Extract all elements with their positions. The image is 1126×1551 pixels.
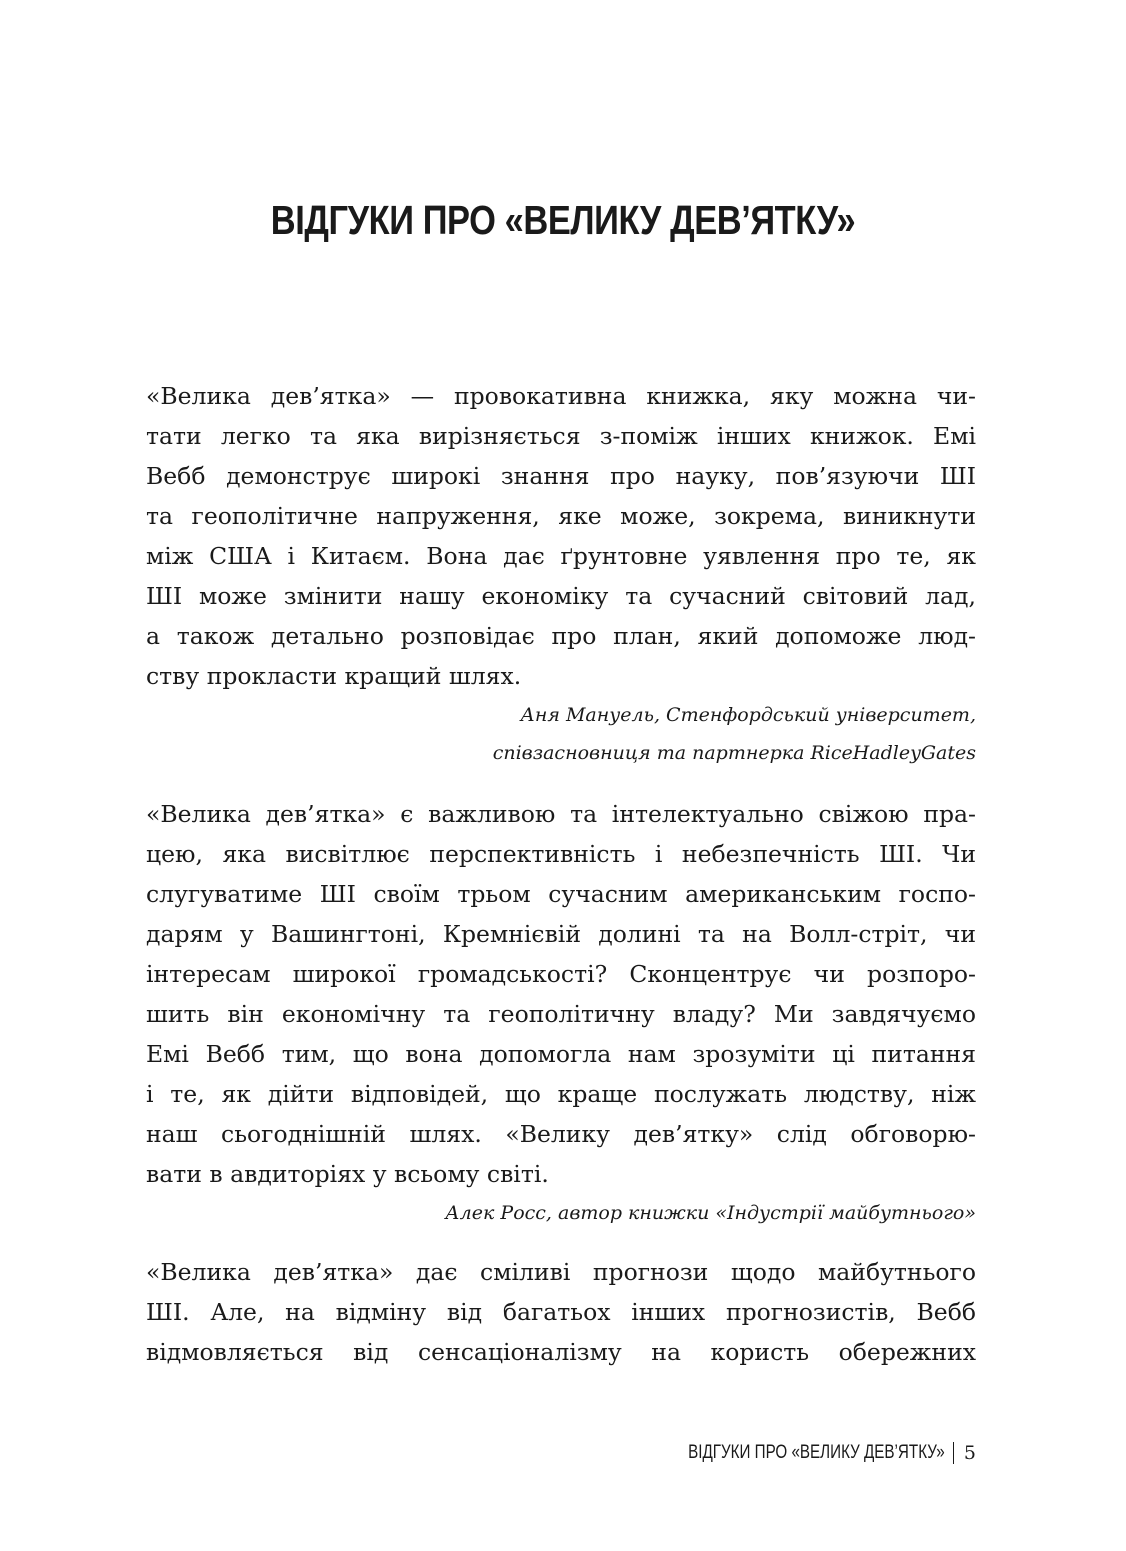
review-line: та геополітичне напруження, яке може, зокрема, виникнути bbox=[146, 502, 976, 530]
running-footer bbox=[624, 1441, 976, 1465]
review-line: наш сьогоднішній шлях. «Велику дев’ятку» слід обговорю- bbox=[146, 1120, 976, 1148]
review-line: Емі Вебб тим, що вона допомогла нам зрозуміти ці питання bbox=[146, 1040, 976, 1068]
review-line: Вебб демонструє широкі знання про науку, пов’язуючи ШІ bbox=[146, 462, 976, 490]
review-line: ШІ може змінити нашу економіку та сучасний світовий лад, bbox=[146, 582, 976, 610]
review-line: дарям у Вашингтоні, Кремнієвій долині та на Волл-стріт, чи bbox=[146, 920, 976, 948]
footer-divider bbox=[953, 1442, 954, 1464]
review-line: відмовляється від сенсаціоналізму на користь обережних bbox=[146, 1338, 976, 1366]
review-2 bbox=[146, 794, 976, 1232]
review-attribution: співзасновниця та партнерка RiceHadleyGates bbox=[492, 742, 976, 764]
page-title: ВІДГУКИ ПРО «ВЕЛИКУ ДЕВ’ЯТКУ» bbox=[270, 197, 856, 243]
review-line: між США і Китаєм. Вона дає ґрунтовне уявлення про те, як bbox=[146, 542, 976, 570]
review-attribution: Аня Мануель, Стенфордський університет, bbox=[520, 704, 976, 726]
review-line: інтересам широкої громадськості? Сконцентрує чи розпоро- bbox=[146, 960, 976, 988]
review-line: цею, яка висвітлює перспективність і небезпечність ШІ. Чи bbox=[146, 840, 976, 868]
review-1 bbox=[146, 376, 976, 772]
page-number: 5 bbox=[963, 1442, 976, 1464]
review-line: слугуватиме ШІ своїм трьом сучасним американським госпо- bbox=[146, 880, 976, 908]
review-line: «Велика дев’ятка» є важливою та інтелектуально свіжою пра- bbox=[146, 800, 976, 828]
running-title: ВІДГУКИ ПРО «ВЕЛИКУ ДЕВ’ЯТКУ» bbox=[688, 1442, 945, 1463]
review-line: шить він економічну та геополітичну владу? Ми завдячуємо bbox=[146, 1000, 976, 1028]
review-line: а також детально розповідає про план, який допоможе люд- bbox=[146, 622, 976, 650]
review-line: і те, як дійти відповідей, що краще послужать людству, ніж bbox=[146, 1080, 976, 1108]
review-line: ству прокласти кращий шлях. bbox=[146, 662, 522, 690]
review-line: «Велика дев’ятка» дає сміливі прогнози щодо майбутнього bbox=[146, 1258, 976, 1286]
review-line: «Велика дев’ятка» — провокативна книжка, яку можна чи- bbox=[146, 382, 976, 410]
review-line: тати легко та яка вирізняється з-поміж інших книжок. Емі bbox=[146, 422, 976, 450]
review-line: вати в авдиторіях у всьому світі. bbox=[146, 1160, 549, 1188]
review-3 bbox=[146, 1252, 976, 1372]
review-attribution: Алек Росс, автор книжки «Індустрії майбутнього» bbox=[445, 1202, 976, 1224]
review-line: ШІ. Але, на відміну від багатьох інших прогнозистів, Вебб bbox=[146, 1298, 976, 1326]
